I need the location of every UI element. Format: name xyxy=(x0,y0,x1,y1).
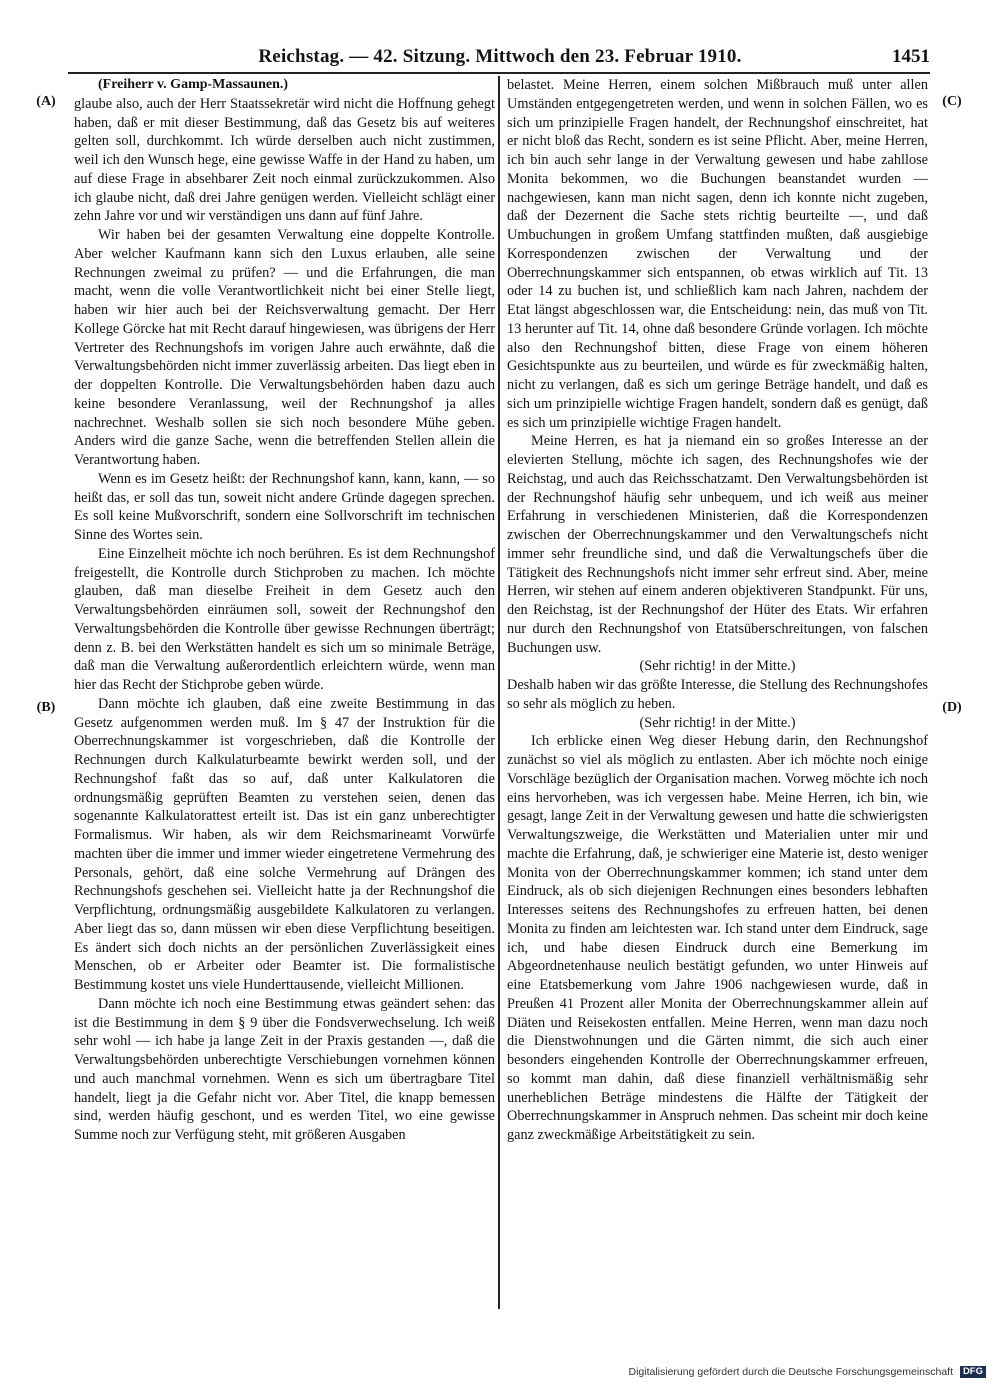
interjection: (Sehr richtig! in der Mitte.) xyxy=(639,658,796,675)
column-divider xyxy=(498,76,500,1309)
paragraph: Wir haben bei der gesamten Verwaltung eine doppelte Kontrolle. Aber welcher Kaufmann kann sich den Luxus erlauben, alle seine Rechnungen zweimal zu prüfen? — und die Erfahrungen, die man macht, wenn die volle Verantwortlichkeit nicht bei einer Stelle liegt, haben wir hier auch bei der Reichsverwaltung gemacht. Der Herr Kollege Görcke hat mit Recht darauf hingewiesen, was übrigens der Herr Vertreter des Rechnungshofs im vorigen Jahre auch erwähnte, daß die Verwaltungsbehörden nicht immer zuverlässig arbeiten. Das liegt eben in der doppelten Kontrolle. Die Verwaltungsbehörden haben dazu auch keine besondere Veranlassung, weil der Rechnungshof ja alles nachrechnet. Weshalb sollen sie sich noch besondere Mühe geben. Anders wird die ganze Sache, wenn die betreffenden Stellen allein die Verantwortung haben. xyxy=(74,227,495,468)
paragraph: Ich erblicke einen Weg dieser Hebung darin, den Rechnungshof zunächst so viel als möglich zu entlasten. Aber ich möchte noch einige Vorschläge bezüglich der Organisation machen. Vorweg möchte ich noch eins hervorheben, was ich vergessen habe. Meine Herren, ich bin, wie gesagt, lange Zeit in der Verwaltung gewesen und hatte die schwierigsten Verwaltungszweige, die Werkstätten und Materialien unter mir und machte die Erfahrung, daß, je schwieriger eine Materie ist, desto weniger Monita von der Oberrechnungskammer kommen; ich stand unter dem Eindruck, als ob sich diejenigen Rechnungen eines besonders lebhaften Interesses seitens des Rechnungshofes zu erfreuen hatten, bei denen Monita zu finden am leichtesten war. Ich stand unter dem Eindruck, sage ich, und habe diesen Eindruck durch eine Bemerkung im Abgeordnetenhause neulich bestätigt gefunden, wo unter Hinweis auf eine Etatsbemerkung vom Jahre 1906 nachgewiesen wurde, daß in Preußen 41 Prozent aller Monita der Oberrechnungskammer allein auf Diäten und Reisekosten entfallen. Meine Herren, wenn man dazu noch die Dienstwohnungen und die Gärten nimmt, die sich auch einer besonders eingehenden Kontrolle der Oberrechnungskammer erfreuen, so kommt man dahin, daß diese finanziell verhältnismäßig sehr unerheblichen Beträge mindestens die Hälfte der Tätigkeit der Oberrechnungskammer in Anspruch nehmen. Das scheint mir doch keine ganz zweckmäßige Arbeitstätigkeit zu sein. xyxy=(507,733,928,1143)
paragraph: Dann möchte ich noch eine Bestimmung etwas geändert sehen: das ist die Bestimmung in dem § 9 über die Fondsverwechselung. Ich weiß sehr wohl — ich habe ja lange Zeit in der Praxis gestanden —, daß die Verwaltungsbehörden unberechtigte Verschiebungen vornehmen können und auch manchmal vornehmen. Wenn es sich um übertragbare Titel handelt, liegt ja die Gefahr nicht vor. Aber Titel, die knapp bemessen sind, werden häufig geschont, und es werden Titel, wo eine gewisse Summe noch zur Verfügung steht, mit größeren Ausgaben xyxy=(74,995,495,1143)
margin-marker-b: (B) xyxy=(36,700,56,715)
paragraph: Deshalb haben wir das größte Interesse, die Stellung des Rechnungshofes so sehr als möglich zu heben. xyxy=(507,677,928,712)
margin-marker-c: (C) xyxy=(942,94,962,109)
credit-text: Digitalisierung gefördert durch die Deutsche Forschungsgemeinschaft xyxy=(628,1366,954,1378)
page-header xyxy=(70,44,930,72)
left-column xyxy=(74,76,495,1145)
margin-marker-a: (A) xyxy=(36,94,56,109)
paragraph: Meine Herren, es hat ja niemand ein so großes Interesse an der elevierten Stellung, möchte ich sagen, des Rechnungshofes wie der Reichstag, und auch das Reichsschatzamt. Den Verwaltungsbehörden ist der Rechnungshof häufig sehr unbequem, und ich weiß aus meiner Erfahrung in verschiedenen Ministerien, daß die Korrespondenzen zwischen der Oberrechnungskammer und den Verwaltungschefs nicht immer sehr freundliche sind, und daß die Verwaltungschefs über die Tätigkeit des Rechnungshofs nicht immer sehr erfreut sind. Aber, meine Herren, wir stehen auf einem anderen objektiveren Standpunkt. Für uns, den Reichstag, ist der Rechnungshof der Hüter des Etats. Wir erfahren nur durch den Rechnungshof von Etatsüberschreitungen, von falschen Buchungen usw. xyxy=(507,433,928,656)
paragraph: Eine Einzelheit möchte ich noch berühren. Es ist dem Rechnungshof freigestellt, die Kontrolle durch Stichproben zu machen. Ich möchte glauben, daß man dieselbe Freiheit in dem Gesetz auch den Verwaltungsbehörden einräumen soll, soweit der Rechnungshof den Verwaltungsbehörden die Kontrolle über gewisse Rechnungen überträgt; denn z. B. bei den Werkstätten handelt es sich um so minimale Beträge, daß man die Verwaltung außerordentlich erleichtern würde, wenn man hier das Recht der Stichprobe geben würde. xyxy=(74,545,495,693)
digitization-credit xyxy=(629,1366,987,1378)
paragraph: belastet. Meine Herren, einem solchen Mißbrauch muß unter allen Umständen entgegengetreten werden, und wenn in solchen Fällen, wo es sich um prinzipielle Fragen handelt, der Rechnungshof einschreitet, hat er nicht bloß das Recht, sondern es ist seine Pflicht. Aber, meine Herren, ich bin auch sehr lange in der Verwaltung gewesen und habe zahllose Monita bekommen, wo die Buchungen beanstandet wurden — nachgewiesen, kann man nicht sagen, denn ich konnte nicht zugeben, daß der Dezernent die Sache stets richtig beurteilte —, und daß Umbuchungen in großem Umfang stattfinden mußten, daß ausgiebige Korrespondenzen zwischen der Verwaltung und der Oberrechnungskammer sich entspannen, ob etwas wirklich auf Tit. 13 oder 14 zu buchen ist, und schließlich kam nach Jahren, nachdem der Etat längst abgeschlossen war, die Entscheidung: nein, das muß von Tit. 13 herunter auf Tit. 14, ohne daß besondere Gründe vorlagen. Ich möchte also den Rechnungshof bitten, diese Frage von einem höheren Gesichtspunkte aus zu beurteilen, und würde es für zweckmäßig halten, nicht zu verlangen, daß es sich um geringe Beträge handelt, und daß es sich um prinzipielle wichtige Fragen handelt, sondern daß es genügt, daß es sich um prinzipielle wichtige Fragen handelt. xyxy=(507,77,928,431)
page-number: 1451 xyxy=(892,46,930,67)
header-rule xyxy=(68,72,930,74)
paragraph: Dann möchte ich glauben, daß eine zweite Bestimmung in das Gesetz aufgenommen werden muß. Im § 47 der Instruktion für die Oberrechnungskammer ist vorgeschrieben, daß die Kontrolle der Rechnungen durch Kalkulaturbeamte bewirkt werden soll, und der Rechnungshof faßt das so auf, daß unter Kalkulatoren die ordnungsmäßig geprüften Beamten zu verstehen seien, denen das sogenannte Kalkulatorattest erteilt ist. Das ist ein ganz unberechtigter Formalismus. Wir haben, als wir dem Reichsmarineamt Vorwürfe machten über die immer und immer wieder eingetretene Vermehrung des Personals, gehört, daß eine solche Vermehrung auf Drängen des Rechnungshofs geschehen sei. Vielleicht hatte ja der Rechnungshof die Verpflichtung, ordnungsmäßig ausgebildete Kalkulatoren zu verlangen. Aber liegt das so, dann müssen wir eben diese Verpflichtung beseitigen. Es ändert sich doch nichts an der persönlichen Zuverlässigkeit eines Menschen, ob er Arbeiter oder Beamter ist. Die formalistische Bestimmung kostet uns viele Hunderttausende, vielleicht Millionen. xyxy=(74,695,495,993)
running-title: Reichstag. — 42. Sitzung. Mittwoch den 23. Februar 1910. xyxy=(258,46,742,67)
paragraph: glaube also, auch der Herr Staatssekretär wird nicht die Hoffnung gehegt haben, daß er mit dieser Bestimmung, daß das Gesetz bis auf weiteres gelten soll, durchkommt. Ich würde derselben auch nicht zustimmen, weil ich den Wunsch hege, eine gewisse Waffe in der Hand zu haben, um auf diese Frage in absehbarer Zeit noch einmal zurückzukommen. Also ich glaube nicht, daß drei Jahre genügen werden. Vielleicht schlägt einer zehn Jahre vor und wir verständigen uns dann auf fünf Jahre. xyxy=(74,95,495,225)
interjection: (Sehr richtig! in der Mitte.) xyxy=(639,714,796,731)
dfg-logo: DFG xyxy=(960,1366,986,1378)
speaker-note: (Freiherr v. Gamp-Massaunen.) xyxy=(98,77,289,92)
margin-marker-d: (D) xyxy=(942,700,962,715)
paragraph: Wenn es im Gesetz heißt: der Rechnungshof kann, kann, kann, — so heißt das, er soll das tun, soweit nicht andere Gründe dagegen sprechen. Es soll keine Mußvorschrift, sondern eine Sollvorschrift im technischen Sinne des Wortes sein. xyxy=(74,470,495,543)
right-column xyxy=(507,76,928,1145)
